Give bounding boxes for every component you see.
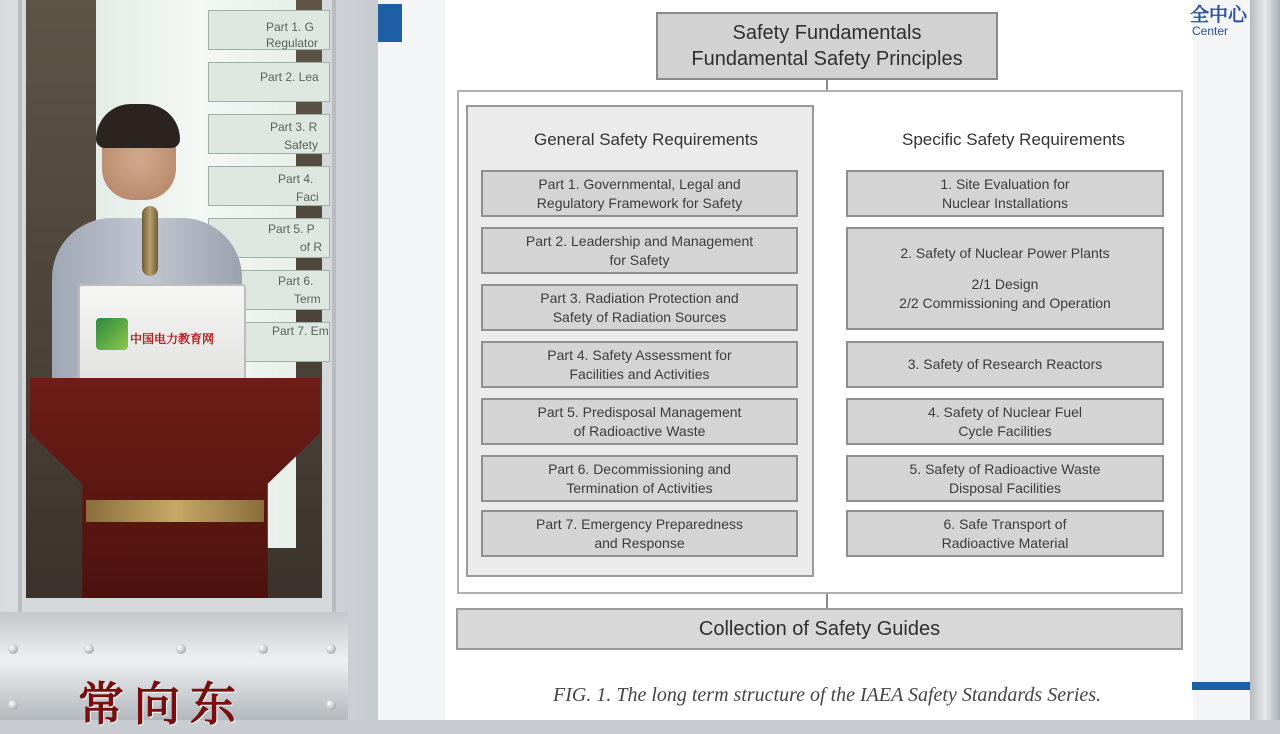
safety-guides-box: Collection of Safety Guides xyxy=(456,608,1183,650)
laptop-brand-text: 中国电力教育网 xyxy=(130,332,215,346)
slide-accent-bar xyxy=(1192,682,1250,690)
rivet-icon xyxy=(8,700,18,710)
specific-item-box: 1. Site Evaluation for Nuclear Installations xyxy=(846,170,1164,217)
specific-item-box: 3. Safety of Research Reactors xyxy=(846,341,1164,388)
speaker-name: 常向东 xyxy=(78,677,246,731)
projection-label: of R xyxy=(300,240,323,254)
projection-label: Part 5. P xyxy=(268,222,315,236)
rivet-icon xyxy=(258,644,268,654)
projection-label: Regulator xyxy=(266,36,319,50)
general-part-box: Part 1. Governmental, Legal and Regulatory Framework for Safety xyxy=(481,170,798,217)
figure-caption: FIG. 1. The long term structure of the IAEA Safety Standards Series. xyxy=(553,684,1102,706)
general-part-box: Part 3. Radiation Protection and Safety of Radiation Sources xyxy=(481,284,798,331)
connector-line xyxy=(826,594,828,608)
safety-fundamentals-box xyxy=(656,12,998,80)
specific-sub-item: 2/1 Design xyxy=(971,276,1039,292)
general-part-box: Part 7. Emergency Preparedness and Response xyxy=(481,510,798,557)
projection-label: Part 1. G xyxy=(266,20,315,34)
specific-item-box xyxy=(846,227,1164,330)
projection-label: Faci xyxy=(296,190,319,204)
center-logo-subtext: Center xyxy=(1192,24,1229,38)
projection-label: Part 4. xyxy=(278,172,314,186)
specific-item-box: 4. Safety of Nuclear Fuel Cycle Facilities xyxy=(846,398,1164,445)
rivet-icon xyxy=(326,700,336,710)
laptop-logo-icon xyxy=(96,318,128,350)
general-part-box: Part 5. Predisposal Management of Radioactive Waste xyxy=(481,398,798,445)
rivet-icon xyxy=(8,644,18,654)
specific-item-box: 5. Safety of Radioactive Waste Disposal Facilities xyxy=(846,455,1164,502)
fundamentals-title: Safety Fundamentals xyxy=(732,22,922,44)
rivet-icon xyxy=(326,644,336,654)
general-part-box: Part 6. Decommissioning and Termination of Activities xyxy=(481,455,798,502)
slide-accent-tab xyxy=(378,4,402,42)
specific-item-box: 6. Safe Transport of Radioactive Material xyxy=(846,510,1164,557)
projection-label: Safety xyxy=(284,138,319,152)
rivet-icon xyxy=(84,644,94,654)
right-frame xyxy=(1250,0,1280,720)
projection-label: Part 6. xyxy=(278,274,314,288)
specific-sub-item: 2/2 Commissioning and Operation xyxy=(899,295,1111,311)
podium-trim xyxy=(86,500,264,522)
projection-label: Part 7. Em xyxy=(272,324,329,338)
specific-item-title: 2. Safety of Nuclear Power Plants xyxy=(900,245,1110,261)
specific-requirements-title: Specific Safety Requirements xyxy=(902,130,1125,149)
microphone-icon xyxy=(142,206,158,276)
projection-label: Term xyxy=(294,292,321,306)
projection-label: Part 2. Lea xyxy=(260,70,319,84)
rivet-icon xyxy=(176,644,186,654)
general-requirements-title: General Safety Requirements xyxy=(534,130,758,149)
center-logo-text: 全中心 xyxy=(1190,5,1248,26)
general-part-box: Part 2. Leadership and Management for Safety xyxy=(481,227,798,274)
general-part-box: Part 4. Safety Assessment for Facilities and Activities xyxy=(481,341,798,388)
projection-label: Part 3. R xyxy=(270,120,318,134)
fundamentals-subtitle: Fundamental Safety Principles xyxy=(691,48,963,70)
